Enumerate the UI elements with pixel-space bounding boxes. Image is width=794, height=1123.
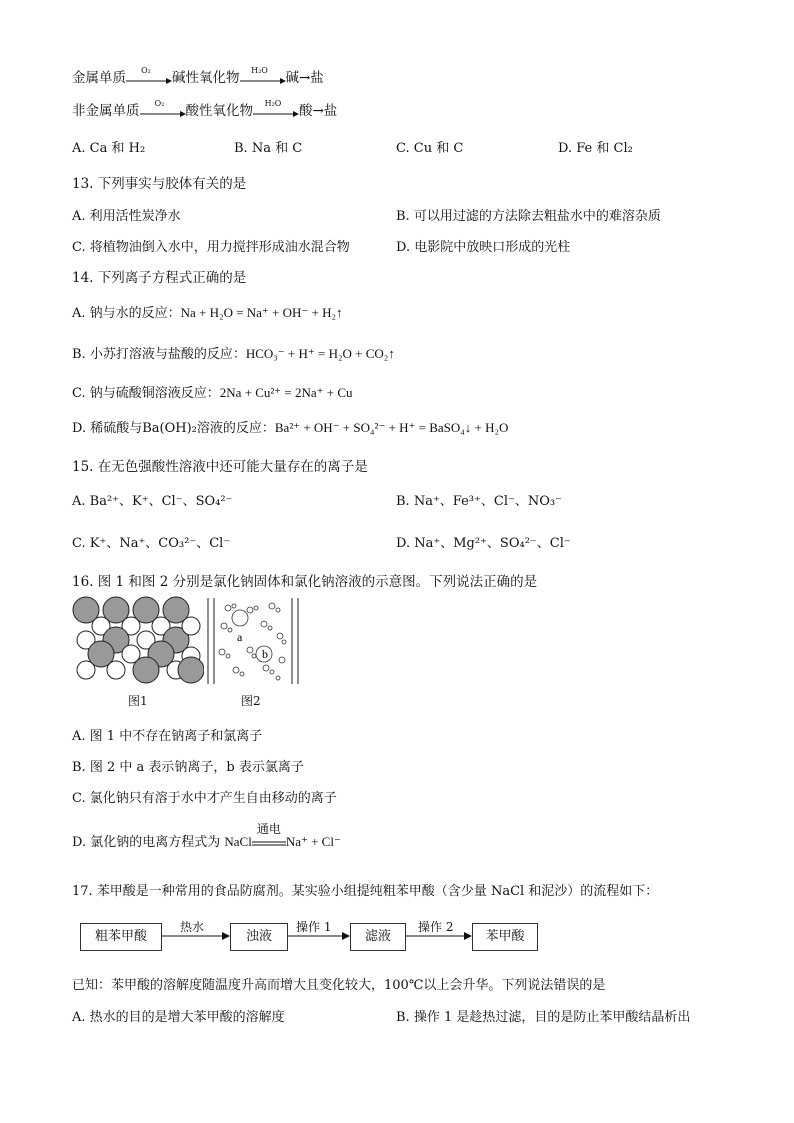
q15-option-b[interactable]: B. Na⁺、Fe³⁺、Cl⁻、NO₃⁻ (396, 494, 562, 509)
h2o-arrow: H₂O (240, 72, 286, 86)
o2-arrow: O₂ (126, 72, 172, 86)
q12-option-c[interactable]: C. Cu 和 C (396, 141, 464, 156)
figure-2-caption: 图2 (241, 694, 261, 708)
electrolysis-sign (252, 821, 286, 850)
q14-option-c[interactable] (72, 382, 353, 401)
metal-start: 金属单质 (72, 70, 126, 86)
equation: Ba²⁺ + OH⁻ + SO₄²⁻ + H⁺ = BaSO₄↓ + H₂O (274, 420, 509, 435)
q15-option-a[interactable]: A. Ba²⁺、K⁺、Cl⁻、SO₄²⁻ (72, 494, 233, 509)
figure-2-solution (206, 596, 302, 686)
flow-arrow-3 (406, 928, 472, 942)
flow-arrow-2 (288, 928, 350, 942)
q13-option-d[interactable]: D. 电影院中放映口形成的光柱 (396, 240, 571, 255)
metal-mid: 碱性氧化物 (172, 70, 240, 86)
o2-arrow: O₂ (140, 105, 186, 119)
q15-option-c[interactable]: C. K⁺、Na⁺、CO₃²⁻、Cl⁻ (72, 536, 231, 551)
q15-option-d[interactable]: D. Na⁺、Mg²⁺、SO₄²⁻、Cl⁻ (396, 536, 571, 551)
q15-stem: 15. 在无色强酸性溶液中还可能大量存在的离子是 (72, 459, 368, 475)
equation-right: Na⁺ + Cl⁻ (285, 834, 341, 849)
q13-option-b[interactable]: B. 可以用过滤的方法除去粗盐水中的难溶杂质 (396, 209, 661, 224)
q17-option-a[interactable]: A. 热水的目的是增大苯甲酸的溶解度 (72, 1010, 285, 1025)
option-label: D. 氯化钠的电离方程式为 (72, 835, 221, 850)
option-label: D. 稀硫酸与Ba(OH)₂溶液的反应： (72, 421, 275, 436)
nonmetal-end: 酸→盐 (299, 103, 338, 119)
nonmetal-chain (72, 99, 337, 119)
q16-option-c[interactable]: C. 氯化钠只有溶于水中才产生自由移动的离子 (72, 791, 337, 806)
fig2-label-b: b (262, 647, 268, 661)
equation: 2Na + Cu²⁺ = 2Na⁺ + Cu (219, 385, 353, 400)
nonmetal-mid: 酸性氧化物 (185, 103, 253, 119)
flow-label-hot-water: 热水 (180, 920, 205, 934)
flow-box-filtrate: 滤液 (350, 923, 406, 951)
equation: Na + H₂O = Na⁺ + OH⁻ + H₂↑ (180, 305, 343, 320)
flow-box-crude: 粗苯甲酸 (80, 923, 162, 951)
equation-left: NaCl (224, 834, 252, 849)
option-label: B. 小苏打溶液与盐酸的反应： (72, 347, 246, 362)
option-label: A. 钠与水的反应： (72, 306, 181, 321)
q12-option-a[interactable]: A. Ca 和 H₂ (72, 141, 146, 156)
figure-1-caption: 图1 (128, 694, 148, 708)
q12-option-b[interactable]: B. Na 和 C (234, 141, 303, 156)
fig2-label-a: a (237, 630, 243, 644)
metal-chain (72, 66, 324, 86)
q13-stem: 13. 下列事实与胶体有关的是 (72, 176, 247, 192)
flow-box-suspension: 浊液 (230, 923, 288, 951)
figure-1-crystal (72, 596, 204, 684)
q17-stem: 17. 苯甲酸是一种常用的食品防腐剂。某实验小组提纯粗苯甲酸（含少量 NaCl 和泥沙）的流程如下： (72, 884, 659, 899)
option-label: C. 钠与硫酸铜溶液反应： (72, 386, 220, 401)
metal-end: 碱→盐 (285, 70, 324, 86)
flow-arrow-1 (162, 928, 230, 942)
q17-known: 已知：苯甲酸的溶解度随温度升高而增大且变化较大，100℃以上会升华。下列说法错误的是 (72, 978, 606, 993)
flow-label-operation-1: 操作 1 (296, 920, 332, 934)
q13-option-c[interactable]: C. 将植物油倒入水中，用力搅拌形成油水混合物 (72, 240, 350, 255)
q16-option-d[interactable] (72, 821, 341, 850)
flow-label-operation-2: 操作 2 (418, 920, 454, 934)
q16-option-a[interactable]: A. 图 1 中不存在钠离子和氯离子 (72, 729, 263, 744)
flow-box-benzoic-acid: 苯甲酸 (472, 923, 538, 951)
q14-option-b[interactable] (72, 343, 395, 362)
q16-option-b[interactable]: B. 图 2 中 a 表示钠离子，b 表示氯离子 (72, 760, 304, 775)
q17-option-b[interactable]: B. 操作 1 是趁热过滤，目的是防止苯甲酸结晶析出 (396, 1010, 691, 1025)
h2o-arrow: H₂O (253, 105, 299, 119)
q14-stem: 14. 下列离子方程式正确的是 (72, 270, 247, 286)
q12-option-d[interactable]: D. Fe 和 Cl₂ (558, 141, 633, 156)
equation: HCO₃⁻ + H⁺ = H₂O + CO₂↑ (245, 346, 395, 361)
condition-label: 通电 (256, 821, 281, 836)
q16-stem: 16. 图 1 和图 2 分别是氯化钠固体和氯化钠溶液的示意图。下列说法正确的是 (72, 574, 538, 590)
q14-option-a[interactable] (72, 302, 343, 321)
q14-option-d[interactable] (72, 417, 508, 436)
nonmetal-start: 非金属单质 (72, 103, 140, 119)
q13-option-a[interactable]: A. 利用活性炭净水 (72, 209, 181, 224)
